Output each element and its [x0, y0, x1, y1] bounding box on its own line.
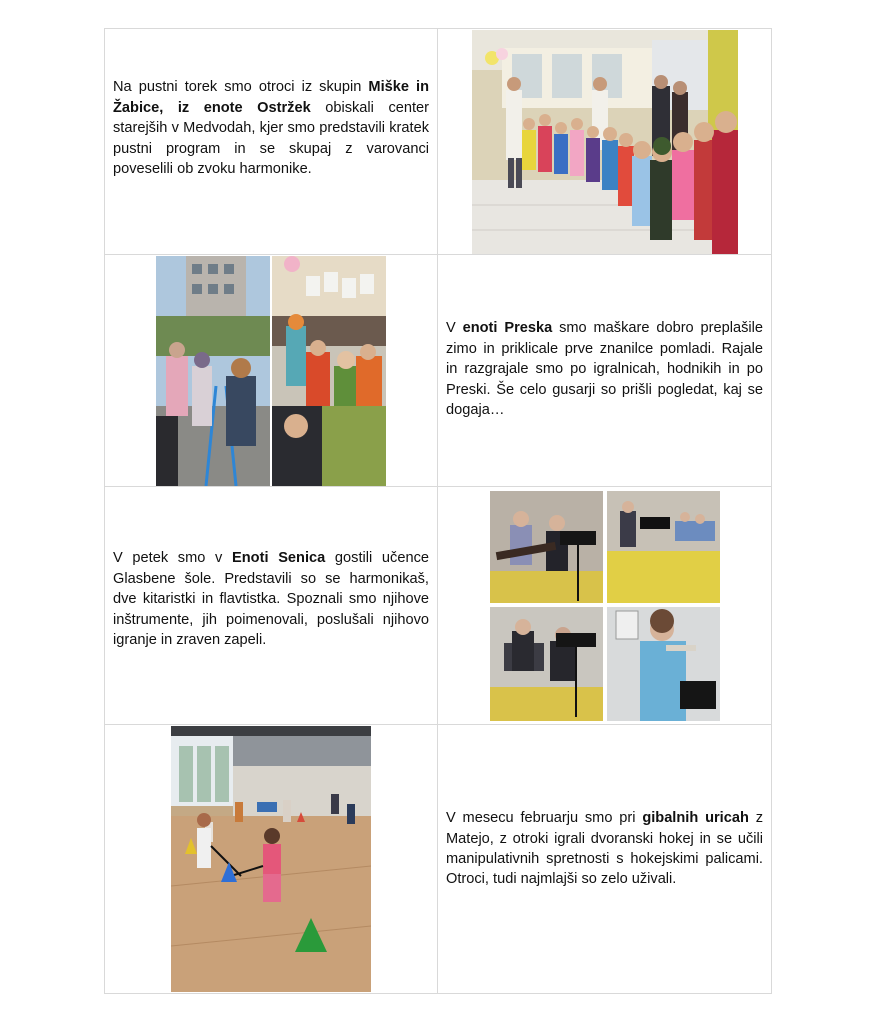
bold-movement-classes: gibalnih uricah — [642, 810, 749, 827]
photo-carnival-elderly-center — [472, 30, 738, 254]
bold-unit-preska: enoti Preska — [462, 320, 553, 337]
cell-text-preska — [438, 255, 772, 487]
bold-group-names: Miške in Žabice, iz enote Ostržek — [113, 79, 429, 116]
cell-photo-ostrzek — [438, 29, 772, 255]
paragraph-preska: V enoti Preska smo maškare dobro preplašile zimo in priklicale prve znanilce pomladi. Rajale in razgrajale smo po igralnicah, hodnikih in po Preski. Še celo gusarji so prišli pogledat, kaj se dogaja… — [446, 320, 763, 419]
photo-carnival-preska — [156, 256, 386, 486]
paragraph-hockey: V mesecu februarju smo pri gibalnih uricah z Matejo, z otroki igrali dvoranski hokej in se učili manipulativnih spretnosti s hokejskimi palicami. Otroci, tudi najmlajši so zelo uživali. — [446, 810, 763, 888]
row-ostrzek — [105, 29, 772, 255]
row-senica — [105, 487, 772, 725]
cell-photo-senica — [438, 487, 772, 725]
newsletter-table — [104, 28, 772, 994]
row-hockey — [105, 725, 772, 994]
paragraph-senica: V petek smo v Enoti Senica gostili učence Glasbene šole. Predstavili so se harmonikaš, dve kitaristki in flavtistka. Spoznali smo njihove inštrumente, jih poimenovali, poslušali njihovo igranje in zraven zapeli. — [113, 550, 429, 649]
cell-text-senica — [105, 487, 438, 725]
cell-photo-preska — [105, 255, 438, 487]
row-preska — [105, 255, 772, 487]
cell-photo-hockey — [105, 725, 438, 994]
photo-music-school-collage — [490, 491, 720, 721]
cell-text-ostrzek — [105, 29, 438, 255]
photo-indoor-hockey — [171, 726, 371, 992]
cell-text-hockey — [438, 725, 772, 994]
paragraph-ostrzek: Na pustni torek smo otroci iz skupin Miške in Žabice, iz enote Ostržek obiskali center starejših v Medvodah, kjer smo predstavili kratek pustni program in se skupaj z varovanci poveselili ob zvoku harmonike. — [113, 79, 429, 178]
bold-unit-senica: Enoti Senica — [232, 550, 326, 567]
